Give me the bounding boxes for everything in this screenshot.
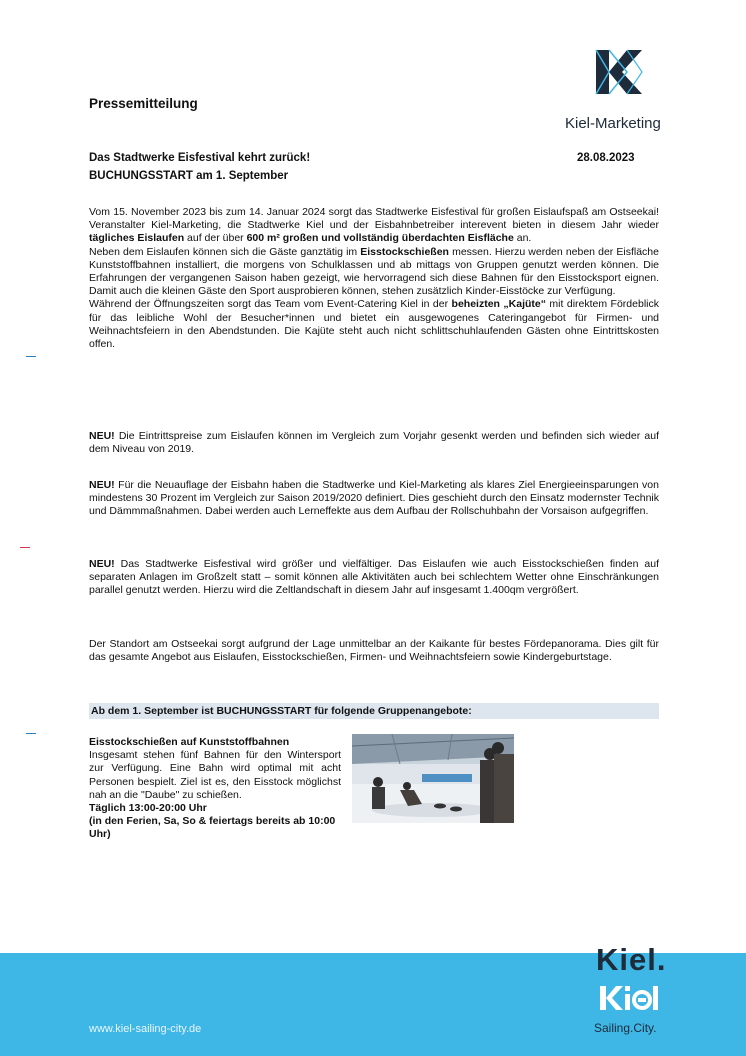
kiel-marketing-logo [594,48,644,96]
section-bar [89,703,659,719]
paragraph-6: NEU! Das Stadtwerke Eisfestival wird größer und vielfältiger. Das Eislaufen wie auch Eisstockschießen finden auf separaten Anlagen im Großzelt statt – somit können alle Aktivitäten auch bei schlechtem Wetter ohne Einschränkungen parallel genutzt werden. Hierzu wird die Zeltlandschaft in diesem Jahr auf insgesamt 1.400qm vergrößert. [89,558,659,597]
kiel-mirror-logo-icon [598,982,664,1014]
headline: Das Stadtwerke Eisfestival kehrt zurück! [89,152,311,164]
logo-wordmark: Kiel-Marketing [565,115,661,132]
kiel-brand-wordmark: Kiel. [596,942,667,977]
paragraph-4: NEU! Die Eintrittspreise zum Eislaufen können im Vergleich zum Vorjahr gesenkt werden und befinden sich wieder auf dem Niveau von 2019. [89,430,659,456]
paragraph-2: Neben dem Eislaufen können sich die Gäste ganztätig im Eisstockschießen messen. Hierzu werden neben der Eisfläche Kunststoffbahnen installiert, die morgens von Schulklassen und ab mittags von Gruppen genutzt werden können. Die Erfahrungen der vergangenen Saison haben gezeigt, wie hervorragend sich diese Bahnen für den Eisstocksport eignen. Damit auch die kleinen Gäste den Sport ausprobieren können, stehen zusätzlich Kinder-Eisstöcke zur Verfügung. [89,245,659,298]
section-bar-text: Ab dem 1. September ist BUCHUNGSSTART für folgende Gruppenangebote: [91,705,472,717]
doc-type-heading: Pressemitteilung [89,96,198,111]
offer-hours-note: (in den Ferien, Sa, So & feiertags bereits ab 10:00 Uhr) [89,815,336,841]
paragraph-3: Während der Öffnungszeiten sorgt das Team vom Event-Catering Kiel in der beheizten „Kajüte“ mit direktem Fördeblick für das leibliche Wohl der Besucher*innen und bietet ein ausgewogenes Cateringangebot für Firmen- und Weihnachtsfeiern in den Abendstunden. Die Kajüte steht auch nicht schlittschuhlaufenden Gästen ohne Eintrittskosten offen. [89,298,659,351]
margin-mark-1 [26,356,36,357]
kiel-brand-logo [598,982,664,1014]
offer-hours: Täglich 13:00-20:00 Uhr [89,802,207,815]
paragraph-1: Vom 15. November 2023 bis zum 14. Januar 2024 sorgt das Stadtwerke Eisfestival für großen Eislaufspaß am Ostseekai! Veranstalter Kiel-Marketing, die Stadtwerke Kiel und der Eisbahnbetreiber interevent bieten in diesem Jahr wieder tägliches Eislaufen auf der über 600 m² großen und vollständig überdachten Eisfläche an. [89,206,659,245]
k-logo-icon [594,48,644,96]
brand-slogan: Sailing.City. [594,1021,657,1035]
curling-photo [352,734,514,823]
paragraph-5: NEU! Für die Neuauflage der Eisbahn haben die Stadtwerke und Kiel-Marketing als klares Ziel Energieeinsparungen von mindestens 30 Prozent im Vergleich zur Saison 2019/2020 definiert. Dies geschieht durch den Einsatz modernster Technik und Dämmmaßnahmen. Dabei werden auch Lerneffekte aus dem Aufbau der Rollschuhbahn der Vorsaison aufgegriffen. [89,479,659,518]
footer-url[interactable]: www.kiel-sailing-city.de [89,1023,202,1035]
paragraph-7: Der Standort am Ostseekai sorgt aufgrund der Lage unmittelbar an der Kaikante für bestes Fördepanorama. Dies gilt für das gesamte Angebot aus Eislaufen, Eisstockschießen, Firmen- und Weihnachtsfeiern sowie Kindergeburtstage. [89,638,659,664]
subheadline: BUCHUNGSSTART am 1. September [89,170,289,182]
margin-mark-2 [20,547,30,548]
release-date: 28.08.2023 [577,152,635,164]
offer-title: Eisstockschießen auf Kunststoffbahnen [89,736,290,748]
margin-mark-3 [26,733,36,734]
offer-text: Insgesamt stehen fünf Bahnen für den Wintersport zur Verfügung. Eine Bahn wird optimal mit acht Personen bespielt. Ziel ist es, den Eisstock möglichst nah an die "Daube" zu schießen. [89,749,341,801]
